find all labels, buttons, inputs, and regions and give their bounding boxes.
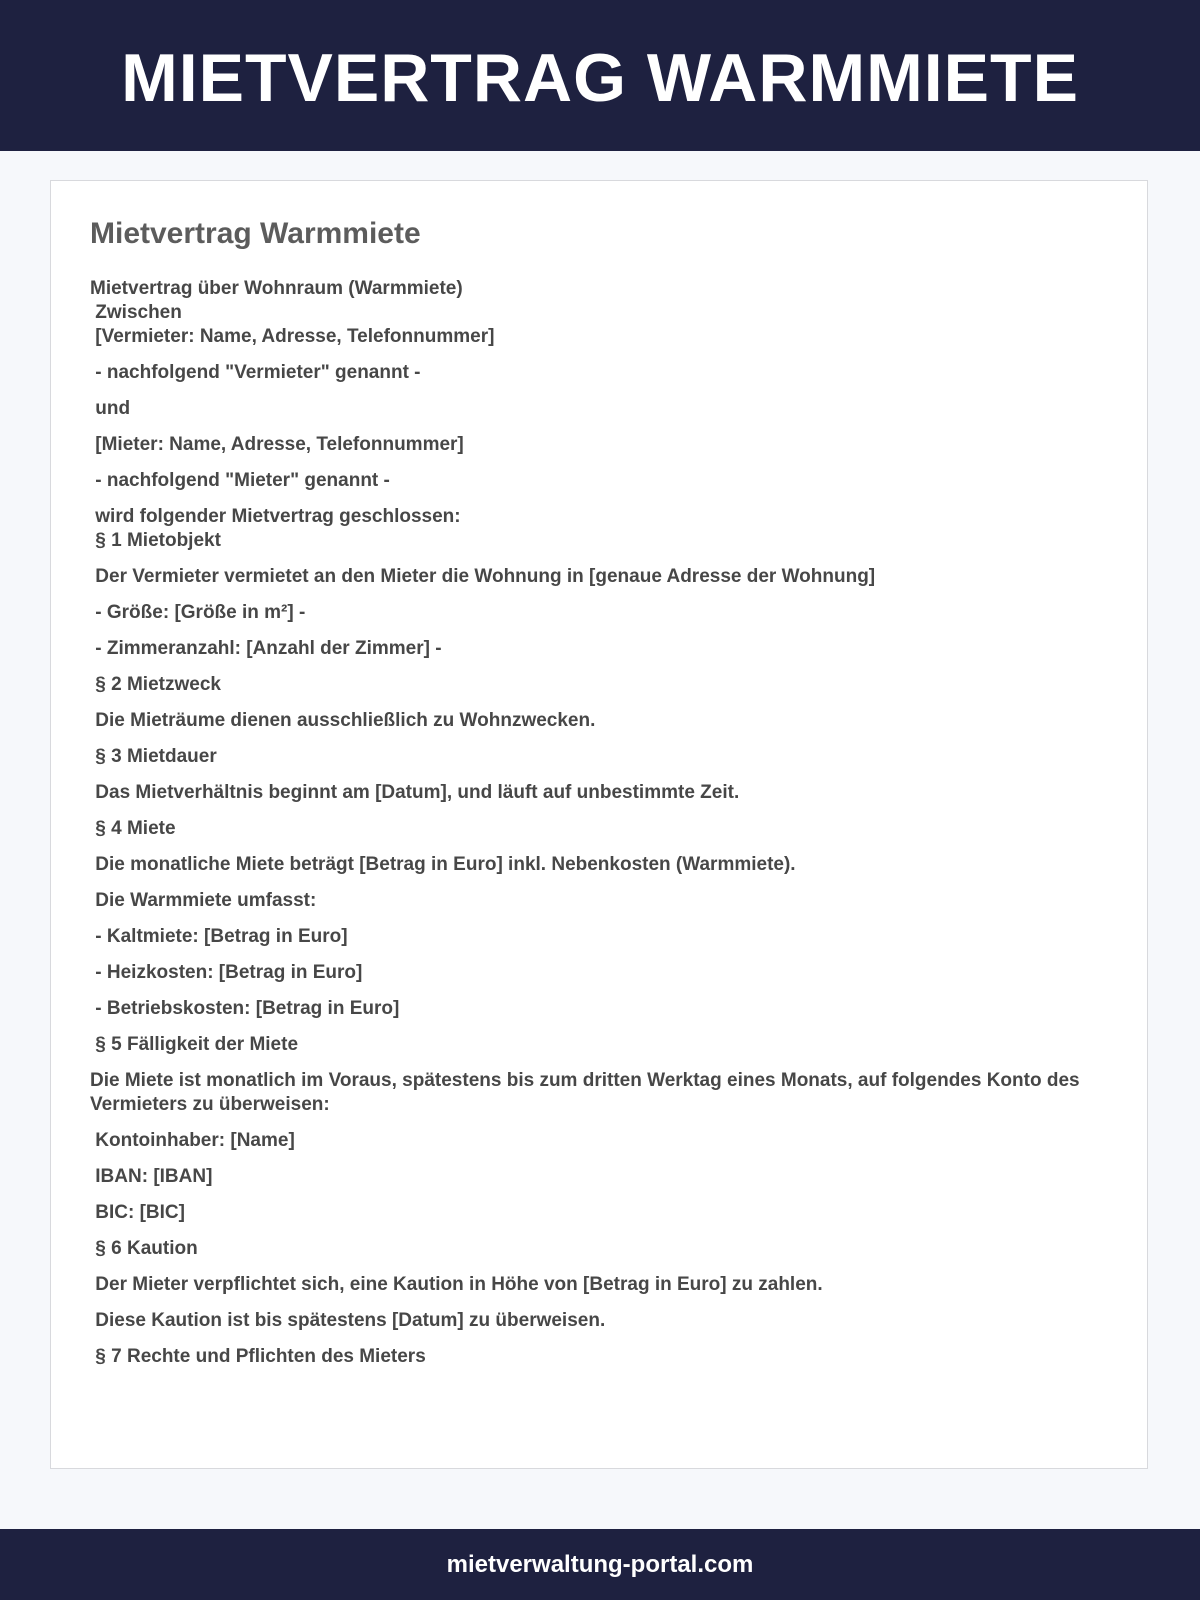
section-heading: § 4 Miete bbox=[90, 818, 176, 839]
footer-banner bbox=[0, 1529, 1200, 1600]
contract-line: Die Miete ist monatlich im Voraus, spätestens bis zum dritten Werktag eines Monats, auf folgendes Konto des Vermieters zu überweisen: bbox=[90, 1070, 1085, 1115]
contract-line: Das Mietverhältnis beginnt am [Datum], und läuft auf unbestimmte Zeit. bbox=[90, 782, 740, 803]
contract-line: Die Mieträume dienen ausschließlich zu Wohnzwecken. bbox=[90, 710, 596, 731]
section-heading: § 6 Kaution bbox=[90, 1238, 198, 1259]
contract-line: - nachfolgend "Vermieter" genannt - bbox=[90, 362, 421, 383]
contract-line: [Vermieter: Name, Adresse, Telefonnummer] bbox=[90, 326, 495, 347]
contract-line: - Größe: [Größe in m²] - bbox=[90, 602, 306, 623]
contract-line: - Betriebskosten: [Betrag in Euro] bbox=[90, 998, 400, 1019]
header-banner bbox=[0, 0, 1200, 151]
contract-line: BIC: [BIC] bbox=[90, 1202, 185, 1223]
contract-line: Kontoinhaber: [Name] bbox=[90, 1130, 295, 1151]
section-heading: § 5 Fälligkeit der Miete bbox=[90, 1034, 299, 1055]
contract-line: IBAN: [IBAN] bbox=[90, 1166, 213, 1187]
contract-line: Der Vermieter vermietet an den Mieter die Wohnung in [genaue Adresse der Wohnung] bbox=[90, 566, 876, 587]
card-heading: Mietvertrag Warmmiete bbox=[90, 217, 421, 250]
contract-body bbox=[90, 277, 1109, 1369]
contract-line: [Mieter: Name, Adresse, Telefonnummer] bbox=[90, 434, 464, 455]
contract-line: - Zimmeranzahl: [Anzahl der Zimmer] - bbox=[90, 638, 442, 659]
contract-line: Die monatliche Miete beträgt [Betrag in Euro] inkl. Nebenkosten (Warmmiete). bbox=[90, 854, 796, 875]
contract-line: und bbox=[90, 398, 131, 419]
contract-card bbox=[50, 180, 1148, 1469]
contract-line: - nachfolgend "Mieter" genannt - bbox=[90, 470, 390, 491]
section-heading: § 3 Mietdauer bbox=[90, 746, 217, 767]
section-heading: § 1 Mietobjekt bbox=[90, 530, 221, 551]
contract-line: Zwischen bbox=[90, 302, 182, 323]
contract-line: Die Warmmiete umfasst: bbox=[90, 890, 317, 911]
contract-line: Mietvertrag über Wohnraum (Warmmiete) bbox=[90, 278, 463, 299]
footer-site-link[interactable]: mietverwaltung-portal.com bbox=[446, 1550, 754, 1578]
contract-line: Diese Kaution ist bis spätestens [Datum] zu überweisen. bbox=[90, 1310, 606, 1331]
section-heading: § 7 Rechte und Pflichten des Mieters bbox=[90, 1346, 426, 1367]
section-heading: § 2 Mietzweck bbox=[90, 674, 221, 695]
contract-line: - Heizkosten: [Betrag in Euro] bbox=[90, 962, 363, 983]
document-title: MIETVERTRAG WARMMIETE bbox=[121, 39, 1079, 116]
contract-line: - Kaltmiete: [Betrag in Euro] bbox=[90, 926, 348, 947]
contract-line: Der Mieter verpflichtet sich, eine Kaution in Höhe von [Betrag in Euro] zu zahlen. bbox=[90, 1274, 823, 1295]
contract-line: wird folgender Mietvertrag geschlossen: bbox=[90, 506, 461, 527]
